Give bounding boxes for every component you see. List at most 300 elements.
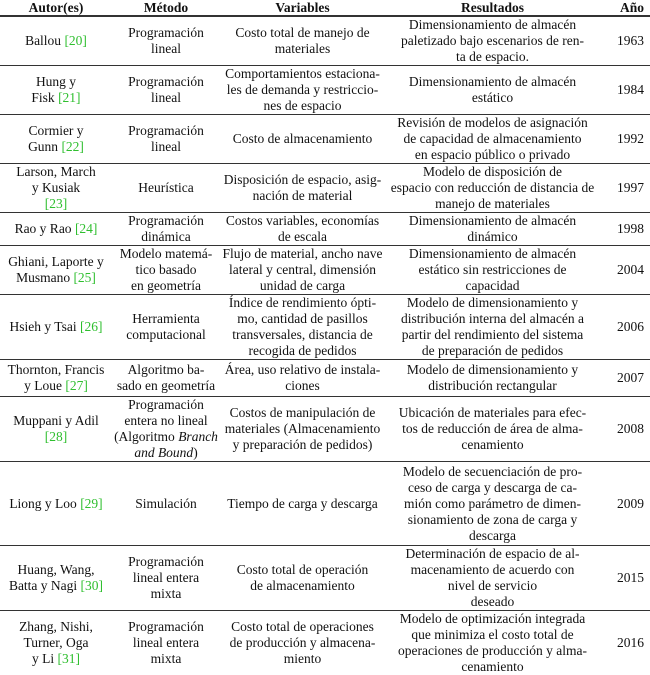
cell-line (385, 362, 600, 378)
cell-text: descarga (469, 528, 516, 543)
cell-text: Larson, March (16, 164, 95, 179)
cell-text: cenamiento (461, 659, 523, 674)
cell-text: les de demanda y restriccio- (227, 82, 378, 97)
cell-text: Simulación (135, 496, 197, 511)
cell-text: dinámica (141, 229, 190, 244)
citation-link[interactable]: [21] (58, 90, 81, 105)
cell-line (385, 74, 600, 90)
cell-text: Ubicación de materiales para efec- (399, 405, 586, 420)
cell-line (220, 362, 385, 378)
cell-text: mixta (151, 651, 182, 666)
cell-line (220, 25, 385, 41)
cell-text: distribución rectangular (428, 378, 557, 393)
cell-line (385, 278, 600, 294)
year-cell: 1997 (600, 164, 650, 213)
cell-text: Flujo de material, ancho nave (222, 246, 382, 261)
year-cell: 2015 (600, 546, 650, 611)
cell-line (385, 246, 600, 262)
cell-text: lateral y central, dimensión (229, 262, 376, 277)
cell-line (220, 213, 385, 229)
year-cell: 2009 (600, 462, 650, 546)
cell-line (0, 221, 112, 237)
cell-text: Costos de manipulación de (230, 405, 376, 420)
cell-line (0, 635, 112, 651)
italic-text: and Bound (134, 445, 193, 460)
cell-text: estático sin restricciones de (418, 262, 566, 277)
cell-line (0, 164, 112, 180)
cell-line (0, 254, 112, 270)
cell-text: Herramienta (132, 311, 199, 326)
cell-line (112, 229, 220, 245)
results-cell (385, 115, 600, 164)
results-cell (385, 295, 600, 360)
cell-line (0, 651, 112, 667)
cell-line (385, 229, 600, 245)
year-cell: 2004 (600, 246, 650, 295)
cell-text: y Kusiak (32, 180, 80, 195)
results-cell (385, 246, 600, 295)
cell-line (0, 33, 112, 49)
year-cell: 1984 (600, 66, 650, 115)
results-cell (385, 462, 600, 546)
cell-line (385, 659, 600, 675)
cell-line (385, 196, 600, 212)
cell-line (112, 278, 220, 294)
cell-text: lineal (151, 139, 181, 154)
citation-link[interactable]: [29] (80, 496, 103, 511)
table-row (0, 16, 650, 66)
cell-line (0, 123, 112, 139)
cell-text: Disposición de espacio, asig- (224, 172, 381, 187)
cell-line (220, 343, 385, 359)
year-cell: 1992 (600, 115, 650, 164)
cell-text: Turner, Oga (24, 635, 89, 650)
method-cell (112, 66, 220, 115)
author-cell (0, 360, 112, 397)
cell-text: en geometría (131, 278, 201, 293)
cell-text: mo, cantidad de pasillos (237, 311, 367, 326)
cell-text: de preparación de pedidos (422, 343, 563, 358)
cell-line (385, 405, 600, 421)
cell-line (112, 651, 220, 667)
year-cell: 2006 (600, 295, 650, 360)
cell-text: Índice de rendimiento ópti- (229, 295, 376, 310)
cell-line (385, 437, 600, 453)
method-cell (112, 213, 220, 246)
cell-line (220, 378, 385, 394)
cell-text: de escala (278, 229, 327, 244)
citation-link[interactable]: [24] (75, 221, 98, 236)
cell-line (220, 131, 385, 147)
cell-text: recogida de pedidos (249, 343, 357, 358)
cell-line (220, 651, 385, 667)
cell-text: unidad de carga (260, 278, 345, 293)
author-cell (0, 462, 112, 546)
table-header-row (0, 0, 650, 16)
cell-text: Modelo de dimensionamiento y (407, 362, 578, 377)
cell-line (112, 139, 220, 155)
citation-link[interactable]: [27] (65, 378, 88, 393)
cell-line (112, 123, 220, 139)
table-body (0, 16, 650, 675)
cell-line (0, 139, 112, 155)
table-row (0, 164, 650, 213)
cell-line (385, 643, 600, 659)
variables-cell (220, 115, 385, 164)
cell-line (385, 33, 600, 49)
cell-line (220, 246, 385, 262)
cell-line (0, 196, 112, 212)
cell-line (220, 41, 385, 57)
cell-text: computacional (126, 327, 205, 342)
variables-cell (220, 360, 385, 397)
variables-cell (220, 16, 385, 66)
cell-line (385, 546, 600, 562)
method-cell (112, 16, 220, 66)
cell-line (385, 90, 600, 106)
cell-line (220, 619, 385, 635)
cell-text: Huang, Wang, (17, 562, 94, 577)
cell-line (0, 413, 112, 429)
cell-line (112, 246, 220, 262)
cell-text: Área, uso relativo de instala- (225, 362, 381, 377)
results-cell (385, 611, 600, 675)
cell-line (220, 278, 385, 294)
cell-text: y Loue (24, 378, 65, 393)
cell-line (385, 147, 600, 163)
cell-line (112, 213, 220, 229)
table-row (0, 397, 650, 462)
header-year: Año (600, 0, 650, 16)
variables-cell (220, 164, 385, 213)
cell-text: Costo total de operaciones (231, 619, 374, 634)
citation-link[interactable]: [28] (45, 429, 68, 444)
cell-text: Fisk (31, 90, 58, 105)
cell-text: Programación (128, 74, 204, 89)
citation-link[interactable]: [20] (64, 33, 87, 48)
cell-line (112, 570, 220, 586)
cell-text: Programación (128, 619, 204, 634)
method-cell (112, 397, 220, 462)
cell-line (385, 528, 600, 544)
cell-text: Programación (128, 123, 204, 138)
header-author: Autor(es) (0, 0, 112, 16)
cell-text: Programación (128, 397, 204, 412)
cell-text: Costo total de operación (237, 562, 369, 577)
cell-line (385, 496, 600, 512)
cell-text: paletizado bajo escenarios de ren- (401, 33, 584, 48)
cell-text: dinámico (467, 229, 517, 244)
cell-line (220, 496, 385, 512)
cell-text: Liong y Loo (9, 496, 80, 511)
author-cell (0, 164, 112, 213)
cell-text: materiales (275, 41, 330, 56)
cell-text: Zhang, Nishi, (19, 619, 93, 634)
cell-line (220, 437, 385, 453)
cell-text: distribución interna del almacén a (401, 311, 584, 326)
cell-text: Modelo matemá- (120, 246, 213, 261)
cell-text: Gunn (28, 139, 61, 154)
variables-cell (220, 295, 385, 360)
cell-text: Dimensionamiento de almacén (409, 246, 576, 261)
cell-line (385, 562, 600, 578)
author-cell (0, 611, 112, 675)
cell-text: Hsieh y Tsai (10, 319, 80, 334)
year-cell: 1998 (600, 213, 650, 246)
author-cell (0, 115, 112, 164)
cell-text: Costos variables, economías (226, 213, 379, 228)
cell-line (112, 619, 220, 635)
cell-line (112, 397, 220, 413)
cell-text: que minimiza el costo total de (411, 627, 573, 642)
cell-text: Revisión de modelos de asignación (397, 115, 587, 130)
cell-line (385, 164, 600, 180)
cell-line (220, 98, 385, 114)
citation-link[interactable]: [31] (58, 651, 81, 666)
cell-text: (Algoritmo (114, 429, 178, 444)
cell-text: entera no lineal (124, 413, 207, 428)
author-cell (0, 546, 112, 611)
cell-line (112, 74, 220, 90)
header-method: Método (112, 0, 220, 16)
cell-text: en espacio público o privado (415, 147, 570, 162)
author-cell (0, 397, 112, 462)
variables-cell (220, 611, 385, 675)
variables-cell (220, 546, 385, 611)
cell-line (385, 295, 600, 311)
author-cell (0, 16, 112, 66)
cell-line (0, 619, 112, 635)
method-cell (112, 462, 220, 546)
cell-line (0, 378, 112, 394)
table-row (0, 295, 650, 360)
cell-text: de producción y almacena- (230, 635, 376, 650)
cell-text: Thornton, Francis (8, 362, 105, 377)
cell-line (112, 445, 220, 461)
citation-link[interactable]: [23] (45, 196, 68, 211)
cell-line (220, 578, 385, 594)
cell-line (112, 362, 220, 378)
cell-text: nivel de servicio (448, 578, 537, 593)
cell-line (220, 311, 385, 327)
cell-line (385, 512, 600, 528)
cell-text: Modelo de dimensionamiento y (407, 295, 578, 310)
cell-line (0, 319, 112, 335)
cell-text: Modelo de secuenciación de pro- (403, 464, 582, 479)
table-row (0, 360, 650, 397)
cell-text: nación de material (253, 188, 353, 203)
cell-text: tico basado (135, 262, 196, 277)
year-cell: 2008 (600, 397, 650, 462)
cell-text: Rao y Rao (15, 221, 75, 236)
cell-line (220, 172, 385, 188)
cell-text: Costo total de manejo de (235, 25, 369, 40)
cell-text: Algoritmo ba- (128, 362, 205, 377)
cell-text: nes de espacio (264, 98, 342, 113)
cell-text: tos de reducción de área de alma- (402, 421, 583, 436)
cell-text: Tiempo de carga y descarga (227, 496, 377, 511)
cell-line (112, 554, 220, 570)
cell-line (220, 188, 385, 204)
author-cell (0, 213, 112, 246)
cell-text: miento (284, 651, 322, 666)
method-cell (112, 246, 220, 295)
results-cell (385, 164, 600, 213)
results-cell (385, 360, 600, 397)
table-row (0, 66, 650, 115)
cell-text: capacidad (466, 278, 520, 293)
cell-text: mión como parámetro de dimen- (404, 496, 581, 511)
cell-text: sado en geometría (117, 378, 215, 393)
cell-text: manejo de materiales (435, 196, 550, 211)
cell-text: partir del rendimiento del sistema (402, 327, 583, 342)
header-variables: Variables (220, 0, 385, 16)
cell-line (385, 578, 600, 594)
cell-text: cenamiento (461, 437, 523, 452)
year-cell: 2016 (600, 611, 650, 675)
cell-text: lineal (151, 90, 181, 105)
cell-line (0, 562, 112, 578)
author-cell (0, 66, 112, 115)
cell-line (220, 635, 385, 651)
cell-text: ceso de carga y descarga de ca- (408, 480, 577, 495)
cell-text: Modelo de optimización integrada (400, 611, 586, 626)
cell-text: Dimensionamiento de almacén (409, 74, 576, 89)
cell-line (112, 496, 220, 512)
cell-line (385, 131, 600, 147)
cell-line (112, 41, 220, 57)
cell-text: Hung y (36, 74, 76, 89)
method-cell (112, 611, 220, 675)
cell-line (385, 421, 600, 437)
cell-line (0, 74, 112, 90)
table-row (0, 246, 650, 295)
citation-link[interactable]: [30] (81, 578, 104, 593)
cell-text: Muppani y Adil (13, 413, 99, 428)
cell-line (0, 180, 112, 196)
cell-line (0, 496, 112, 512)
results-cell (385, 397, 600, 462)
cell-line (0, 270, 112, 286)
cell-line (385, 115, 600, 131)
cell-text: operaciones de producción y alma- (398, 643, 587, 658)
cell-text: lineal entera (133, 635, 199, 650)
cell-line (220, 66, 385, 82)
method-cell (112, 360, 220, 397)
cell-line (385, 480, 600, 496)
cell-line (112, 378, 220, 394)
cell-text: macenamiento de acuerdo con (411, 562, 575, 577)
cell-line (0, 90, 112, 106)
cell-line (112, 311, 220, 327)
year-cell: 1963 (600, 16, 650, 66)
cell-text: Heurística (138, 180, 193, 195)
table-row (0, 462, 650, 546)
cell-line (385, 611, 600, 627)
cell-text: lineal entera (133, 570, 199, 585)
cell-line (220, 562, 385, 578)
cell-text: Musmano (16, 270, 73, 285)
table-row (0, 213, 650, 246)
cell-line (385, 594, 600, 610)
cell-text: Cormier y (28, 123, 83, 138)
table-row (0, 115, 650, 164)
cell-line (385, 180, 600, 196)
method-cell (112, 164, 220, 213)
cell-text: de almacenamiento (250, 578, 355, 593)
cell-line (112, 180, 220, 196)
italic-text: Branch (178, 429, 218, 444)
cell-text: y preparación de pedidos) (233, 437, 373, 452)
citation-link[interactable]: [22] (61, 139, 84, 154)
author-cell (0, 246, 112, 295)
year-cell: 2007 (600, 360, 650, 397)
method-cell (112, 115, 220, 164)
cell-line (220, 82, 385, 98)
cell-text: transversales, distancia de (232, 327, 373, 342)
cell-line (385, 262, 600, 278)
variables-cell (220, 66, 385, 115)
cell-text: estático (472, 90, 513, 105)
cell-line (220, 229, 385, 245)
cell-text: Costo de almacenamiento (233, 131, 372, 146)
cell-text: ) (193, 445, 198, 460)
cell-text: Ghiani, Laporte y (8, 254, 104, 269)
cell-text: Programación (128, 554, 204, 569)
cell-text: Determinación de espacio de al- (406, 546, 580, 561)
cell-line (112, 586, 220, 602)
variables-cell (220, 397, 385, 462)
cell-text: de capacidad de almacenamiento (403, 131, 581, 146)
variables-cell (220, 213, 385, 246)
table-row (0, 546, 650, 611)
results-cell (385, 66, 600, 115)
cell-text: Ballou (25, 33, 64, 48)
cell-line (385, 49, 600, 65)
cell-line (385, 343, 600, 359)
citation-link[interactable]: [26] (80, 319, 103, 334)
cell-line (0, 362, 112, 378)
cell-line (385, 378, 600, 394)
cell-line (220, 421, 385, 437)
cell-line (385, 311, 600, 327)
cell-line (112, 25, 220, 41)
method-cell (112, 295, 220, 360)
cell-line (220, 295, 385, 311)
cell-text: sionamiento de zona de carga y (408, 512, 578, 527)
variables-cell (220, 246, 385, 295)
cell-line (385, 627, 600, 643)
results-cell (385, 213, 600, 246)
cell-line (220, 327, 385, 343)
cell-text: Modelo de disposición de (423, 164, 562, 179)
cell-text: y Li (32, 651, 58, 666)
author-cell (0, 295, 112, 360)
cell-line (112, 429, 220, 445)
table-row (0, 611, 650, 675)
cell-line (112, 635, 220, 651)
cell-line (112, 90, 220, 106)
cell-line (385, 213, 600, 229)
variables-cell (220, 462, 385, 546)
method-cell (112, 546, 220, 611)
cell-text: Comportamientos estaciona- (225, 66, 380, 81)
cell-text: ta de espacio. (456, 49, 529, 64)
cell-text: deseado (471, 594, 514, 609)
cell-line (0, 578, 112, 594)
cell-line (385, 17, 600, 33)
citation-link[interactable]: [25] (73, 270, 96, 285)
